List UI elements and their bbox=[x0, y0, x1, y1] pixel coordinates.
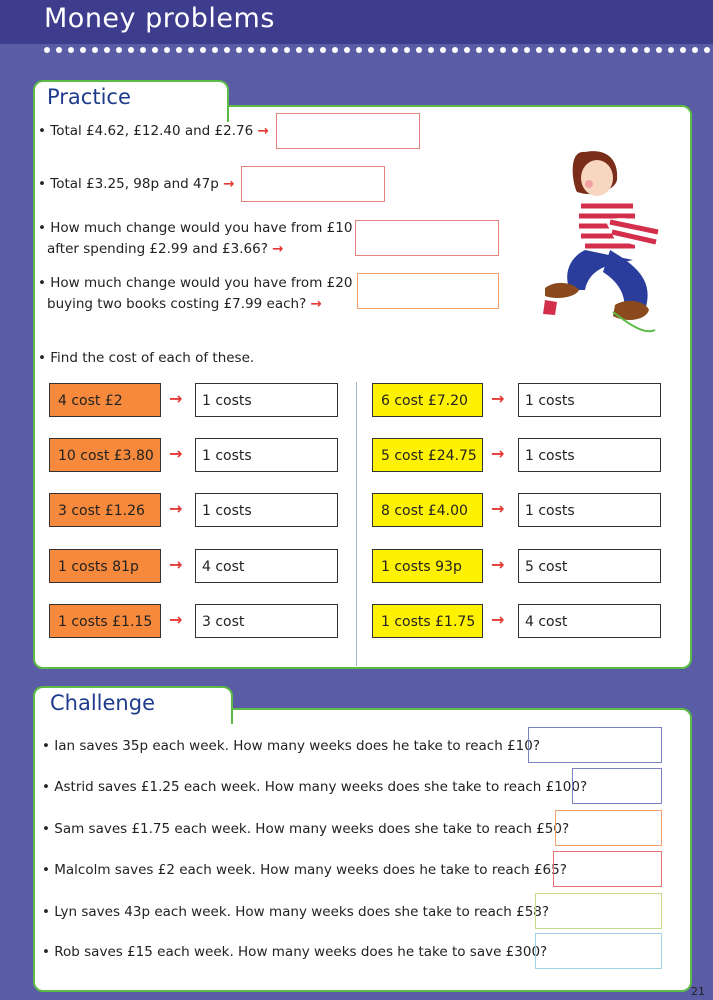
answer-box-2[interactable] bbox=[241, 166, 385, 202]
challenge-heading: Challenge bbox=[50, 691, 155, 715]
price-given: 5 cost £24.75 bbox=[372, 438, 483, 472]
dot bbox=[140, 47, 146, 53]
dot bbox=[380, 47, 386, 53]
dot bbox=[440, 47, 446, 53]
price-given: 1 costs 93p bbox=[372, 549, 483, 583]
dot bbox=[236, 47, 242, 53]
practice-question-4: • How much change would you have from £20 buying two books costing £7.99 each? → bbox=[38, 275, 353, 312]
dot bbox=[272, 47, 278, 53]
dot bbox=[668, 47, 674, 53]
girl-illustration bbox=[515, 140, 675, 340]
answer-box-4[interactable] bbox=[357, 273, 499, 309]
dot bbox=[320, 47, 326, 53]
dot bbox=[308, 47, 314, 53]
dot bbox=[332, 47, 338, 53]
dot bbox=[356, 47, 362, 53]
dot bbox=[644, 47, 650, 53]
dot bbox=[128, 47, 134, 53]
arrow-icon: → bbox=[169, 444, 183, 463]
answer-field[interactable]: 1 costs bbox=[195, 438, 338, 472]
arrow-icon: → bbox=[491, 610, 505, 629]
arrow-icon: → bbox=[491, 389, 505, 408]
dot bbox=[536, 47, 542, 53]
dot bbox=[620, 47, 626, 53]
price-given: 8 cost £4.00 bbox=[372, 493, 483, 527]
answer-box-1[interactable] bbox=[276, 113, 420, 149]
arrow-icon: → bbox=[272, 241, 284, 257]
challenge-question: • Ian saves 35p each week. How many weeks does he take to reach £10? bbox=[42, 738, 541, 754]
answer-field[interactable]: 1 costs bbox=[518, 493, 661, 527]
find-cost-label: • Find the cost of each of these. bbox=[38, 350, 255, 366]
dot bbox=[116, 47, 122, 53]
arrow-icon: → bbox=[169, 499, 183, 518]
answer-field[interactable]: 4 cost bbox=[195, 549, 338, 583]
dot bbox=[224, 47, 230, 53]
dot bbox=[284, 47, 290, 53]
dot bbox=[656, 47, 662, 53]
arrow-icon: → bbox=[169, 610, 183, 629]
challenge-answer-box[interactable] bbox=[535, 893, 662, 929]
price-given: 4 cost £2 bbox=[49, 383, 161, 417]
price-given: 1 costs 81p bbox=[49, 549, 161, 583]
dot bbox=[452, 47, 458, 53]
answer-field[interactable]: 1 costs bbox=[195, 493, 338, 527]
dot bbox=[608, 47, 614, 53]
dot bbox=[152, 47, 158, 53]
dot bbox=[524, 47, 530, 53]
dot bbox=[476, 47, 482, 53]
dot bbox=[260, 47, 266, 53]
answer-field[interactable]: 1 costs bbox=[518, 383, 661, 417]
answer-box-3[interactable] bbox=[355, 220, 499, 256]
arrow-icon: → bbox=[223, 176, 235, 192]
challenge-question: • Malcolm saves £2 each week. How many weeks does he take to reach £65? bbox=[42, 862, 567, 878]
price-given: 1 costs £1.15 bbox=[49, 604, 161, 638]
arrow-icon: → bbox=[491, 555, 505, 574]
dot bbox=[188, 47, 194, 53]
practice-question-3: • How much change would you have from £10 after spending £2.99 and £3.66? → bbox=[38, 220, 353, 257]
dot bbox=[560, 47, 566, 53]
dot bbox=[500, 47, 506, 53]
page-title: Money problems bbox=[44, 3, 275, 34]
dot bbox=[392, 47, 398, 53]
column-divider bbox=[356, 382, 357, 666]
arrow-icon: → bbox=[257, 123, 269, 139]
dot bbox=[596, 47, 602, 53]
dot bbox=[344, 47, 350, 53]
answer-field[interactable]: 1 costs bbox=[195, 383, 338, 417]
dot bbox=[176, 47, 182, 53]
dot bbox=[56, 47, 62, 53]
answer-field[interactable]: 5 cost bbox=[518, 549, 661, 583]
dot-divider bbox=[44, 44, 710, 56]
practice-question-2: • Total £3.25, 98p and 47p → bbox=[38, 176, 235, 192]
arrow-icon: → bbox=[169, 555, 183, 574]
dot bbox=[632, 47, 638, 53]
dot bbox=[704, 47, 710, 53]
dot bbox=[488, 47, 494, 53]
dot bbox=[512, 47, 518, 53]
dot bbox=[464, 47, 470, 53]
dot bbox=[548, 47, 554, 53]
practice-heading: Practice bbox=[47, 85, 131, 109]
answer-field[interactable]: 3 cost bbox=[195, 604, 338, 638]
price-given: 10 cost £3.80 bbox=[49, 438, 161, 472]
dot bbox=[104, 47, 110, 53]
challenge-question: • Astrid saves £1.25 each week. How many weeks does she take to reach £100? bbox=[42, 779, 588, 795]
dot bbox=[584, 47, 590, 53]
price-given: 6 cost £7.20 bbox=[372, 383, 483, 417]
challenge-answer-box[interactable] bbox=[553, 851, 662, 887]
dot bbox=[44, 47, 50, 53]
challenge-question: • Lyn saves 43p each week. How many weeks does she take to reach £58? bbox=[42, 904, 550, 920]
dot bbox=[428, 47, 434, 53]
dot bbox=[164, 47, 170, 53]
dot bbox=[212, 47, 218, 53]
arrow-icon: → bbox=[169, 389, 183, 408]
dot bbox=[572, 47, 578, 53]
challenge-answer-box[interactable] bbox=[555, 810, 662, 846]
challenge-question: • Rob saves £15 each week. How many weeks does he take to save £300? bbox=[42, 944, 548, 960]
challenge-question: • Sam saves £1.75 each week. How many weeks does she take to reach £50? bbox=[42, 821, 570, 837]
price-given: 3 cost £1.26 bbox=[49, 493, 161, 527]
dot bbox=[692, 47, 698, 53]
arrow-icon: → bbox=[491, 499, 505, 518]
practice-question-1: • Total £4.62, £12.40 and £2.76 → bbox=[38, 123, 269, 139]
challenge-answer-box[interactable] bbox=[528, 727, 662, 763]
dot bbox=[680, 47, 686, 53]
dot bbox=[80, 47, 86, 53]
challenge-answer-box[interactable] bbox=[572, 768, 662, 804]
page-number: 21 bbox=[691, 985, 705, 998]
dot bbox=[404, 47, 410, 53]
dot bbox=[368, 47, 374, 53]
answer-field[interactable]: 4 cost bbox=[518, 604, 661, 638]
dot bbox=[416, 47, 422, 53]
dot bbox=[92, 47, 98, 53]
dot bbox=[68, 47, 74, 53]
answer-field[interactable]: 1 costs bbox=[518, 438, 661, 472]
dot bbox=[296, 47, 302, 53]
arrow-icon: → bbox=[491, 444, 505, 463]
challenge-answer-box[interactable] bbox=[535, 933, 662, 969]
dot bbox=[200, 47, 206, 53]
price-given: 1 costs £1.75 bbox=[372, 604, 483, 638]
dot bbox=[248, 47, 254, 53]
arrow-icon: → bbox=[310, 296, 322, 312]
